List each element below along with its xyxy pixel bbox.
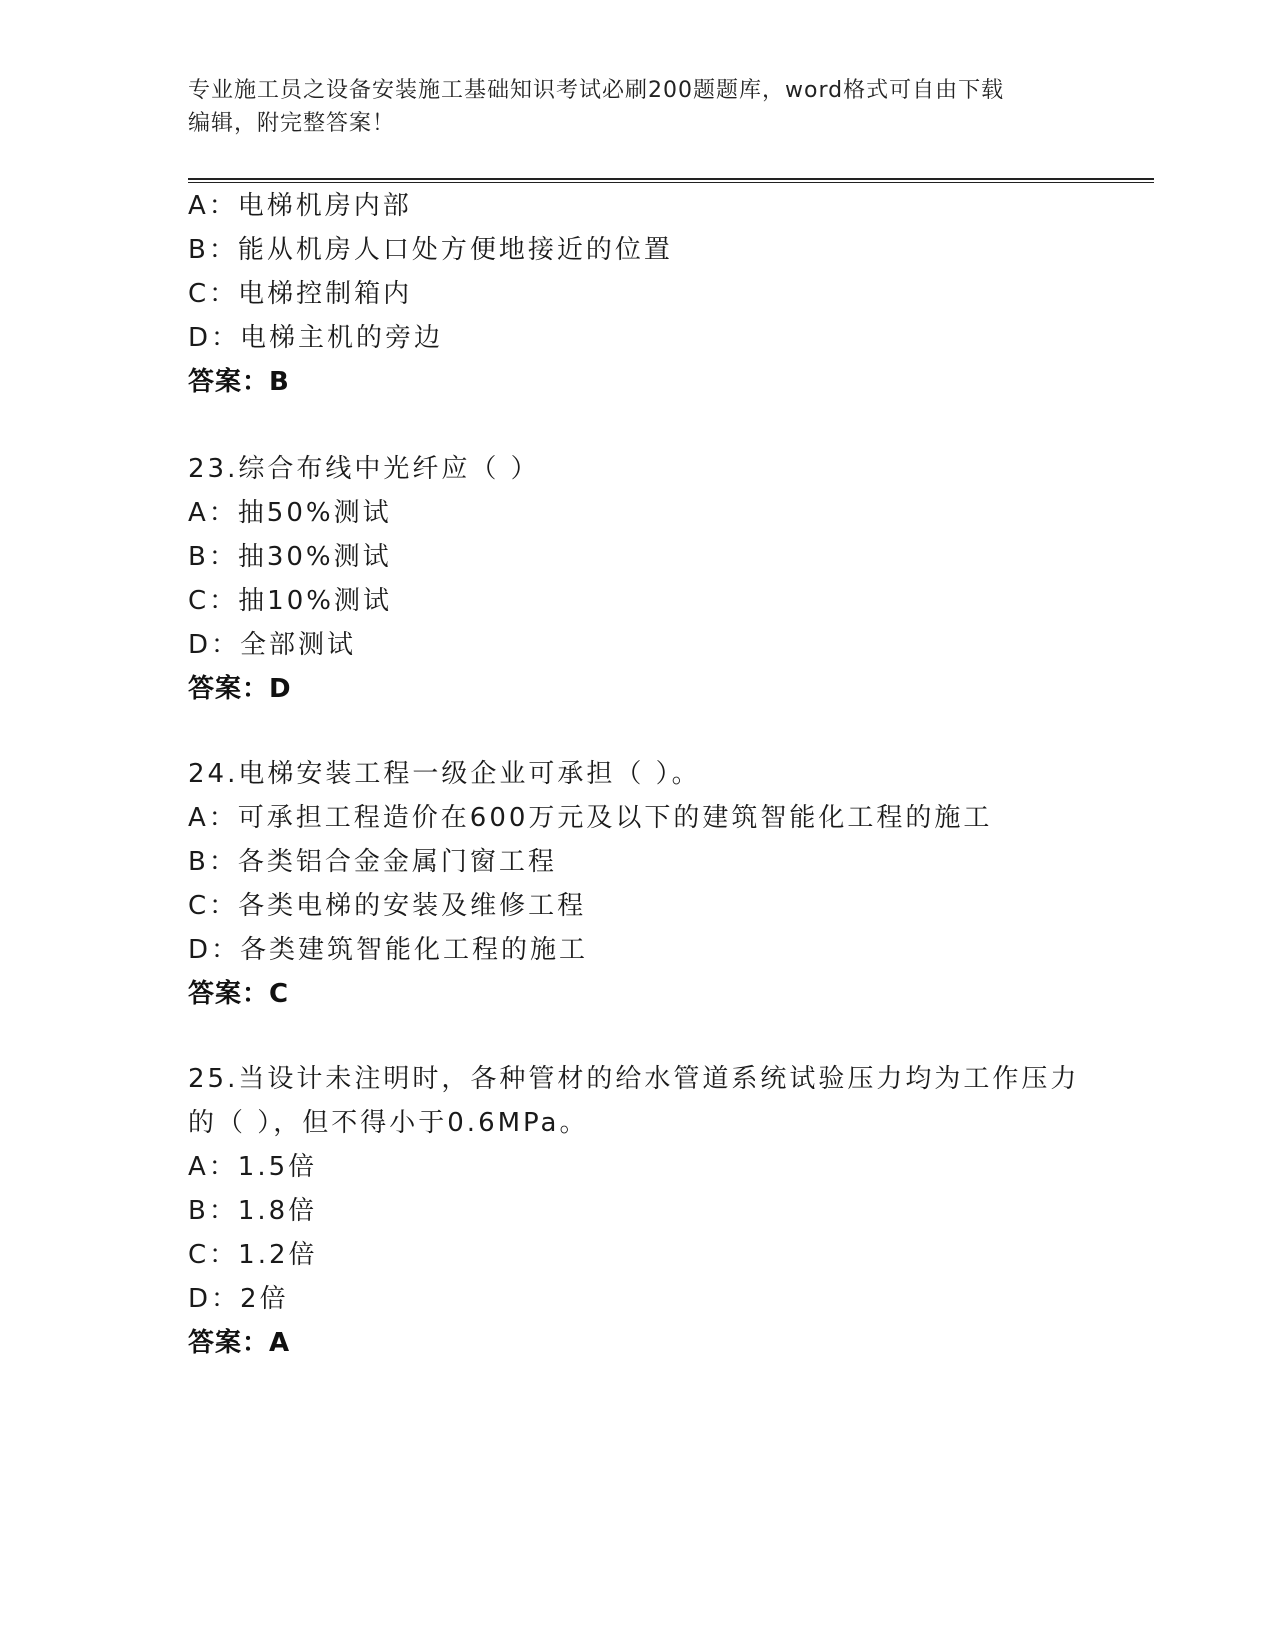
- option-a: A：1.5倍: [188, 1152, 318, 1182]
- header-line-2: 编辑，附完整答案！: [188, 111, 396, 136]
- question-text: 23.综合布线中光纤应（ ）: [188, 454, 540, 484]
- option-b: B：能从机房人口处方便地接近的位置: [188, 235, 673, 265]
- question-text-line-2: 的（ ），但不得小于0.6MPa。: [188, 1108, 589, 1138]
- option-d: D：电梯主机的旁边: [188, 323, 444, 353]
- option-a: A：抽50%测试: [188, 498, 392, 528]
- header-divider: [188, 178, 1154, 183]
- option-b: B：各类铝合金金属门窗工程: [188, 847, 557, 877]
- question-text: 24.电梯安装工程一级企业可承担（ ）。: [188, 759, 701, 789]
- question-text-line-1: 25.当设计未注明时，各种管材的给水管道系统试验压力均为工作压力: [188, 1064, 1080, 1094]
- option-a: A：电梯机房内部: [188, 191, 412, 221]
- option-c: C：1.2倍: [188, 1240, 318, 1270]
- answer-label: 答案：B: [188, 367, 290, 397]
- answer-label: 答案：C: [188, 979, 290, 1009]
- option-d: D：2倍: [188, 1284, 289, 1314]
- answer-label: 答案：A: [188, 1328, 291, 1358]
- option-c: C：各类电梯的安装及维修工程: [188, 891, 587, 921]
- option-b: B：1.8倍: [188, 1196, 318, 1226]
- option-b: B：抽30%测试: [188, 542, 392, 572]
- option-c: C：电梯控制箱内: [188, 279, 413, 309]
- option-a: A：可承担工程造价在600万元及以下的建筑智能化工程的施工: [188, 803, 993, 833]
- option-d: D：各类建筑智能化工程的施工: [188, 935, 589, 965]
- document-header: [188, 74, 1088, 140]
- option-d: D：全部测试: [188, 630, 357, 660]
- answer-label: 答案：D: [188, 674, 292, 704]
- option-c: C：抽10%测试: [188, 586, 392, 616]
- header-line-1: 专业施工员之设备安装施工基础知识考试必刷200题题库，word格式可自由下载: [188, 78, 1005, 103]
